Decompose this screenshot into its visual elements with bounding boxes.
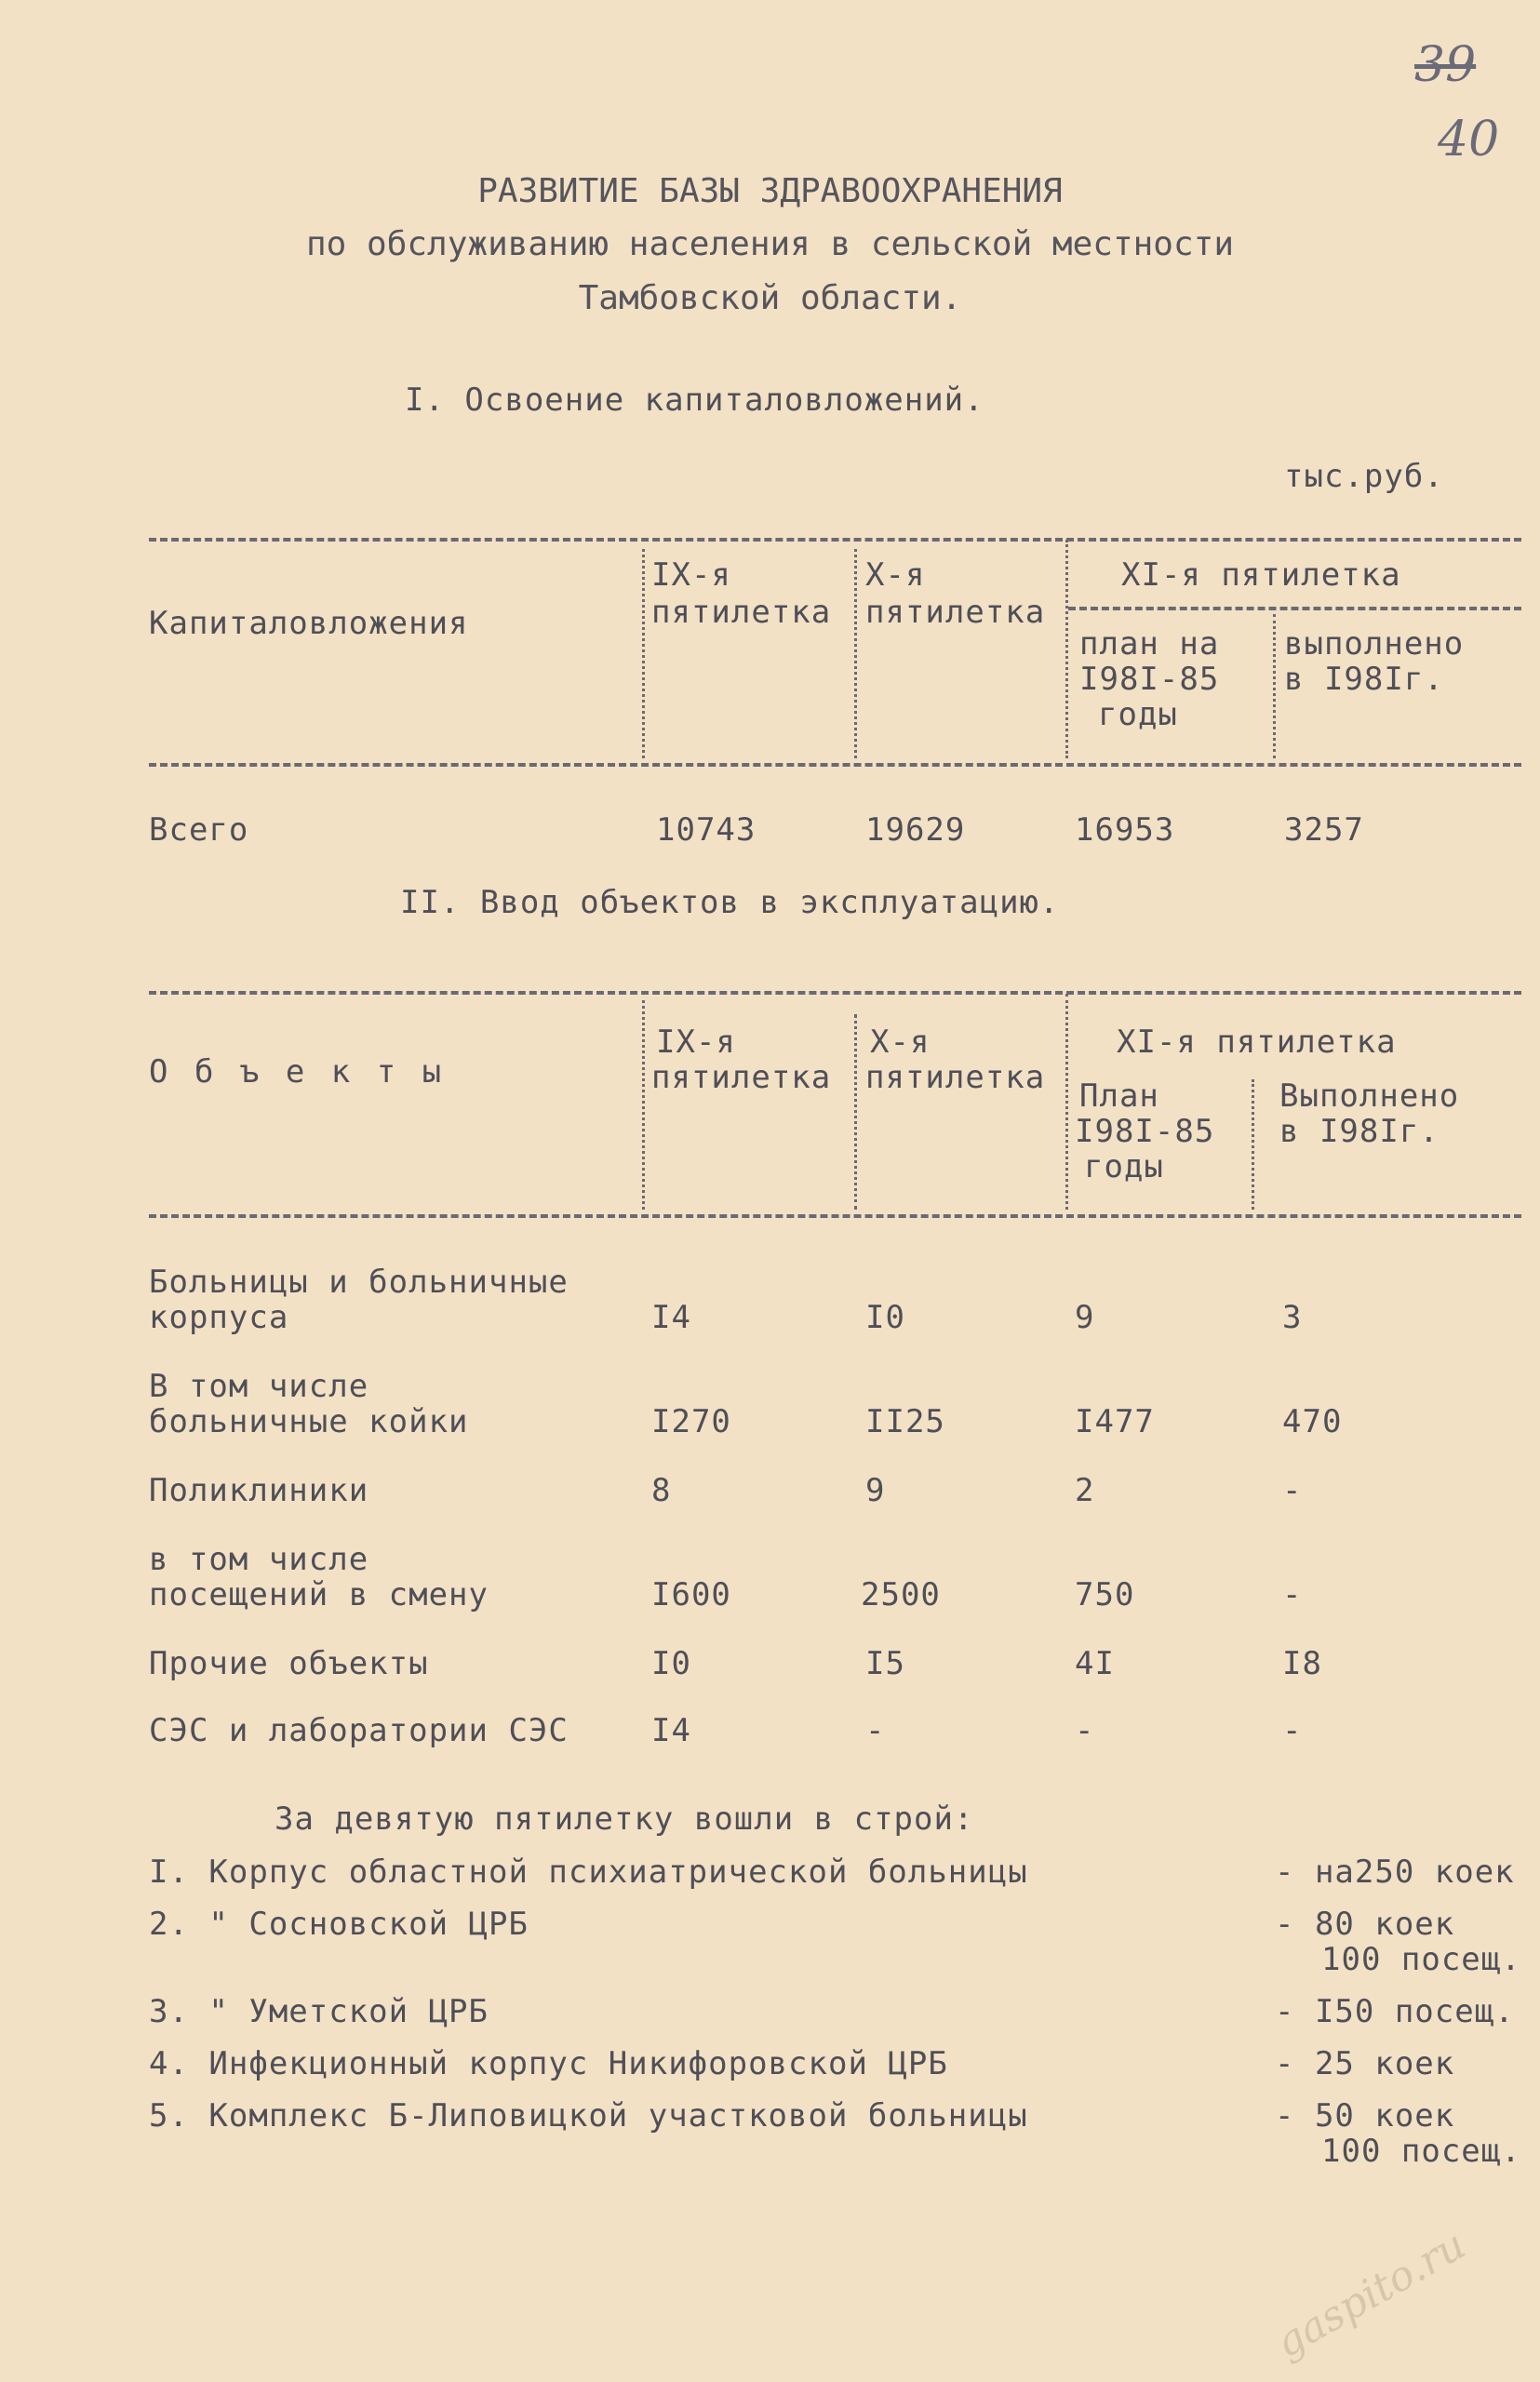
list-item: 2. " Сосновской ЦРБ: [149, 1906, 529, 1943]
title-line-1: РАЗВИТИЕ БАЗЫ ЗДРАВООХРАНЕНИЯ: [477, 172, 1063, 210]
table2-cell: 2: [1075, 1472, 1095, 1509]
table2-cell: 8: [651, 1472, 672, 1509]
table1-header-plan: годы: [1098, 696, 1178, 733]
table2-cell: 9: [865, 1472, 886, 1509]
table2-divider: [1065, 994, 1068, 1210]
table2-top-rule: [149, 991, 1521, 995]
table2-row-label: Больницы и больничные: [149, 1264, 569, 1301]
table2-row-label: СЭС и лаборатории СЭС: [149, 1712, 569, 1749]
table2-header-xi: XI-я пятилетка: [1117, 1024, 1397, 1061]
list-item: 3. " Уметской ЦРБ: [149, 1993, 489, 2030]
table2-divider: [642, 1000, 645, 1210]
table2-header-plan: I98I-85: [1075, 1113, 1215, 1150]
table2-cell: I0: [865, 1299, 905, 1336]
table2-row-label: Поликлиники: [149, 1472, 369, 1509]
table2-cell: I4: [651, 1299, 691, 1336]
table2-cell: I8: [1282, 1645, 1322, 1682]
list-item-value: - на250 коек: [1275, 1853, 1515, 1891]
table1-header-ix: IX-я: [651, 556, 731, 594]
table2-header-done: в I98Iг.: [1279, 1113, 1440, 1150]
table2-cell: I5: [865, 1645, 905, 1682]
table1-header-done: в I98Iг.: [1284, 661, 1444, 698]
table1-top-rule: [149, 538, 1521, 542]
crossed-page-number: 39: [1414, 37, 1477, 93]
table1-header-plan: I98I-85: [1079, 661, 1220, 698]
table1-divider: [642, 549, 645, 758]
table2-cell: 3: [1282, 1299, 1303, 1336]
table2-cell: -: [1282, 1712, 1303, 1749]
section2-heading: II. Ввод объектов в эксплуатацию.: [400, 884, 1060, 921]
table2-row-label: больничные койки: [149, 1403, 469, 1440]
list-item-value: 100 посещ.: [1321, 1941, 1521, 1978]
table1-bottom-rule: [149, 763, 1521, 767]
table2-cell: I270: [651, 1403, 731, 1440]
table2-header-plan: годы: [1084, 1148, 1164, 1185]
table1-header-xi: XI-я пятилетка: [1121, 556, 1401, 594]
table2-cell: I0: [651, 1645, 691, 1682]
table1-header-plan: план на: [1079, 625, 1220, 662]
table1-cell: 10743: [656, 811, 757, 849]
table2-cell: II25: [865, 1403, 945, 1440]
title-line-3: Тамбовской области.: [578, 279, 962, 317]
table1-divider: [1273, 614, 1276, 758]
table2-bottom-rule: [149, 1214, 1521, 1218]
list-item-value: - 25 коек: [1275, 2045, 1455, 2082]
table2-divider: [854, 1014, 857, 1210]
table1-header-ix: пятилетка: [651, 594, 832, 631]
table1-divider: [1065, 540, 1068, 758]
table1-cell: 3257: [1284, 811, 1364, 849]
table1-column-label: Капиталовложения: [149, 605, 469, 642]
list-item-value: - 50 коек: [1275, 2097, 1455, 2134]
table2-cell: 4I: [1075, 1645, 1115, 1682]
table2-cell: -: [865, 1712, 886, 1749]
page-number: 40: [1438, 112, 1500, 167]
table2-row-label: В том числе: [149, 1368, 369, 1405]
table1-cell: 16953: [1075, 811, 1175, 849]
table2-header-x: пятилетка: [865, 1059, 1046, 1096]
list-item-value: 100 посещ.: [1321, 2133, 1521, 2170]
table2-cell: I600: [651, 1576, 731, 1613]
table2-cell: I4: [651, 1712, 691, 1749]
table2-row-label: посещений в смену: [149, 1576, 489, 1613]
table2-cell: 470: [1282, 1403, 1343, 1440]
table2-cell: -: [1075, 1712, 1095, 1749]
table2-header-x: X-я: [870, 1024, 931, 1061]
title-line-2: по обслуживанию населения в сельской местности: [306, 225, 1234, 263]
unit-label: тыс.руб.: [1284, 458, 1444, 495]
table2-cell: 2500: [861, 1576, 941, 1613]
list-item-value: - I50 посещ.: [1275, 1993, 1515, 2030]
table2-row-label: корпуса: [149, 1299, 289, 1336]
table2-row-label: Прочие объекты: [149, 1645, 429, 1682]
table2-header-ix: пятилетка: [651, 1059, 832, 1096]
list-item: I. Корпус областной психиатрической больницы: [149, 1853, 1028, 1891]
table1-header-done: выполнено: [1284, 625, 1465, 662]
list-item: 4. Инфекционный корпус Никифоровской ЦРБ: [149, 2045, 948, 2082]
table1-header-x: X-я: [865, 556, 926, 594]
table1-sub-rule: [1068, 607, 1521, 610]
table1-cell: 19629: [865, 811, 966, 849]
table2-divider: [1252, 1079, 1254, 1210]
list-item-value: - 80 коек: [1275, 1906, 1455, 1943]
table2-cell: 9: [1075, 1299, 1095, 1336]
table2-column-label: О б ъ е к т ы: [149, 1053, 446, 1091]
table2-header-done: Выполнено: [1279, 1077, 1460, 1115]
table1-header-x: пятилетка: [865, 594, 1046, 631]
table2-cell: 750: [1075, 1576, 1135, 1613]
table1-divider: [854, 549, 857, 758]
list-item: 5. Комплекс Б-Липовицкой участковой больницы: [149, 2097, 1028, 2134]
table2-cell: -: [1282, 1576, 1303, 1613]
table1-row-label: Всего: [149, 811, 249, 849]
table2-row-label: в том числе: [149, 1541, 369, 1578]
section3-heading: За девятую пятилетку вошли в строй:: [275, 1800, 974, 1838]
table2-cell: -: [1282, 1472, 1303, 1509]
table2-header-ix: IX-я: [656, 1024, 736, 1061]
section1-heading: I. Освоение капиталовложений.: [405, 381, 984, 419]
table2-header-plan: План: [1079, 1077, 1159, 1115]
table2-cell: I477: [1075, 1403, 1155, 1440]
watermark: gaspito.ru: [1267, 2220, 1474, 2368]
